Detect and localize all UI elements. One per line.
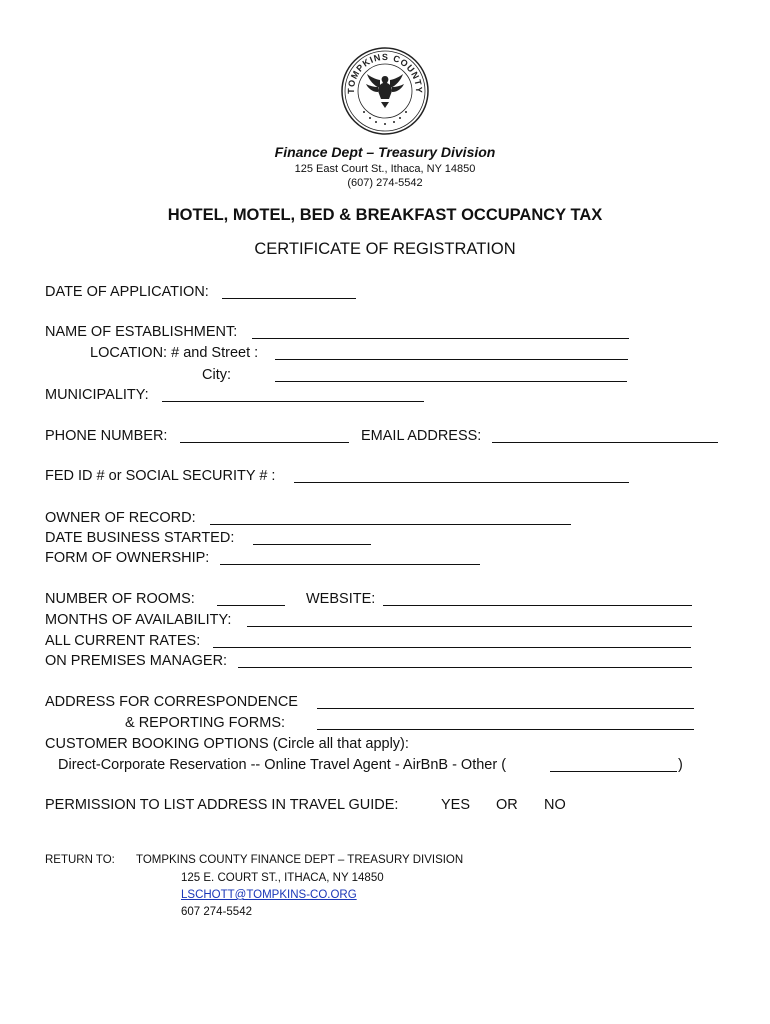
return-to-line1: TOMPKINS COUNTY FINANCE DEPT – TREASURY DIVISION xyxy=(136,854,464,866)
name-of-establishment-field[interactable] xyxy=(252,338,629,339)
permission-yes-option[interactable]: YES xyxy=(441,797,471,813)
website-label: WEBSITE: xyxy=(306,591,376,607)
location-street-field[interactable] xyxy=(275,359,628,360)
date-business-started-field[interactable] xyxy=(253,544,371,545)
permission-or-text: OR xyxy=(496,797,518,813)
number-of-rooms-field[interactable] xyxy=(217,605,285,606)
fed-id-label: FED ID # or SOCIAL SECURITY # : xyxy=(45,468,276,484)
booking-options-label: CUSTOMER BOOKING OPTIONS (Circle all that apply): xyxy=(45,736,409,752)
permission-label: PERMISSION TO LIST ADDRESS IN TRAVEL GUIDE: xyxy=(45,797,399,813)
booking-options-close: ) xyxy=(678,757,683,773)
municipality-field[interactable] xyxy=(162,401,424,402)
booking-other-field[interactable] xyxy=(550,771,677,772)
all-current-rates-field[interactable] xyxy=(213,647,691,648)
city-label: City: xyxy=(202,367,231,383)
permission-no-option[interactable]: NO xyxy=(544,797,566,813)
reporting-forms-field[interactable] xyxy=(317,729,694,730)
svg-text:TOMPKINS COUNTY: TOMPKINS COUNTY xyxy=(345,51,425,94)
phone-number-label: PHONE NUMBER: xyxy=(45,428,168,444)
address-correspondence-field[interactable] xyxy=(317,708,694,709)
return-to-phone: 607 274-5542 xyxy=(181,906,252,918)
all-current-rates-label: ALL CURRENT RATES: xyxy=(45,633,201,649)
city-field[interactable] xyxy=(275,381,627,382)
department-phone: (607) 274-5542 xyxy=(347,177,423,189)
date-of-application-label: DATE OF APPLICATION: xyxy=(45,284,209,300)
on-premises-manager-label: ON PREMISES MANAGER: xyxy=(45,653,228,669)
form-of-ownership-label: FORM OF OWNERSHIP: xyxy=(45,550,210,566)
booking-options-list[interactable]: Direct-Corporate Reservation -- Online Travel Agent - AirBnB - Other ( xyxy=(58,757,507,773)
owner-of-record-label: OWNER OF RECORD: xyxy=(45,510,196,526)
department-name: Finance Dept – Treasury Division xyxy=(274,144,496,160)
number-of-rooms-label: NUMBER OF ROOMS: xyxy=(45,591,195,607)
name-of-establishment-label: NAME OF ESTABLISHMENT: xyxy=(45,324,238,340)
department-address: 125 East Court St., Ithaca, NY 14850 xyxy=(294,163,476,175)
address-correspondence-label: ADDRESS FOR CORRESPONDENCE xyxy=(45,694,298,710)
owner-of-record-field[interactable] xyxy=(210,524,571,525)
reporting-forms-label: & REPORTING FORMS: xyxy=(125,715,286,731)
email-address-field[interactable] xyxy=(492,442,718,443)
phone-number-field[interactable] xyxy=(180,442,349,443)
form-of-ownership-field[interactable] xyxy=(220,564,480,565)
municipality-label: MUNICIPALITY: xyxy=(45,387,149,403)
date-of-application-field[interactable] xyxy=(222,298,356,299)
return-to-label: RETURN TO: xyxy=(45,854,115,866)
email-address-label: EMAIL ADDRESS: xyxy=(361,428,482,444)
fed-id-field[interactable] xyxy=(294,482,629,483)
months-of-availability-field[interactable] xyxy=(247,626,692,627)
date-business-started-label: DATE BUSINESS STARTED: xyxy=(45,530,235,546)
form-subtitle: CERTIFICATE OF REGISTRATION xyxy=(254,240,516,258)
county-seal-logo xyxy=(340,46,430,136)
months-of-availability-label: MONTHS OF AVAILABILITY: xyxy=(45,612,232,628)
return-to-line2: 125 E. COURT ST., ITHACA, NY 14850 xyxy=(181,872,384,884)
on-premises-manager-field[interactable] xyxy=(238,667,692,668)
return-to-email-link[interactable]: LSCHOTT@TOMPKINS-CO.ORG xyxy=(181,889,357,901)
location-street-label: LOCATION: # and Street : xyxy=(90,345,259,361)
form-title: HOTEL, MOTEL, BED & BREAKFAST OCCUPANCY TAX xyxy=(167,206,603,224)
website-field[interactable] xyxy=(383,605,692,606)
